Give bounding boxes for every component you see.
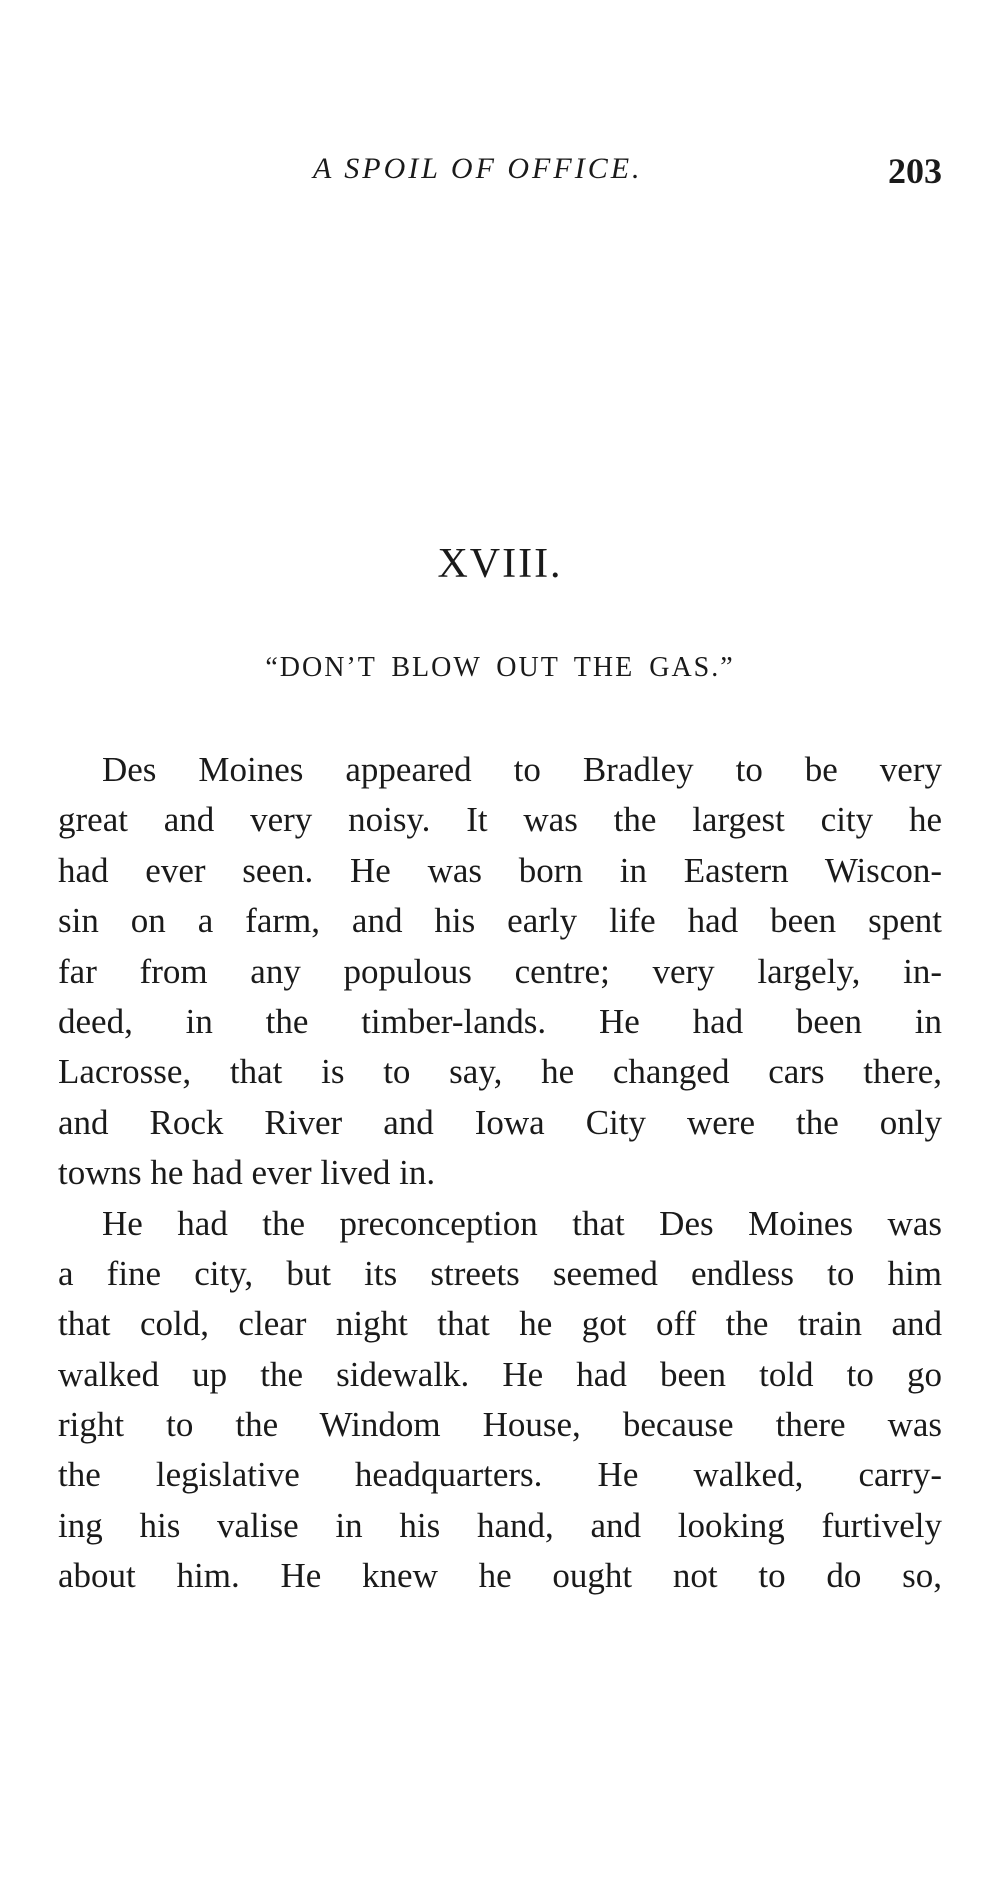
text-line: right to the Windom House, because there was: [58, 1405, 942, 1445]
text-line: had ever seen. He was born in Eastern Wiscon-: [58, 850, 942, 890]
text-line: great and very noisy. It was the largest city he: [58, 800, 942, 840]
text-line: He had the preconception that Des Moines was: [102, 1203, 942, 1243]
text-line: and Rock River and Iowa City were the only: [58, 1102, 942, 1142]
text-line: about him. He knew he ought not to do so,: [58, 1556, 942, 1596]
paragraph-2: [58, 1199, 942, 1602]
chapter-number: XVIII.: [437, 541, 563, 587]
running-title: A SPOIL OF OFFICE.: [313, 152, 643, 185]
text-line: deed, in the timber-lands. He had been in: [58, 1001, 942, 1041]
body-text: [58, 745, 942, 1602]
chapter-title: “DON’T BLOW OUT THE GAS.”: [265, 652, 735, 683]
text-line: walked up the sidewalk. He had been told to go: [58, 1354, 942, 1394]
text-line: Des Moines appeared to Bradley to be very: [102, 750, 942, 789]
running-head: [58, 152, 942, 202]
text-line: sin on a farm, and his early life had been spent: [58, 901, 942, 941]
text-line: towns he had ever lived in.: [58, 1153, 436, 1193]
text-line: a fine city, but its streets seemed endless to him: [58, 1253, 942, 1293]
text-line: ing his valise in his hand, and looking furtively: [58, 1505, 942, 1545]
text-line: far from any populous centre; very largely, in-: [58, 951, 942, 991]
paragraph-1: [58, 745, 942, 1199]
text-line: Lacrosse, that is to say, he changed cars there,: [58, 1052, 942, 1092]
text-line: that cold, clear night that he got off the train and: [58, 1304, 942, 1344]
page-number: 203: [888, 151, 942, 191]
text-line: the legislative headquarters. He walked, carry-: [58, 1455, 942, 1495]
